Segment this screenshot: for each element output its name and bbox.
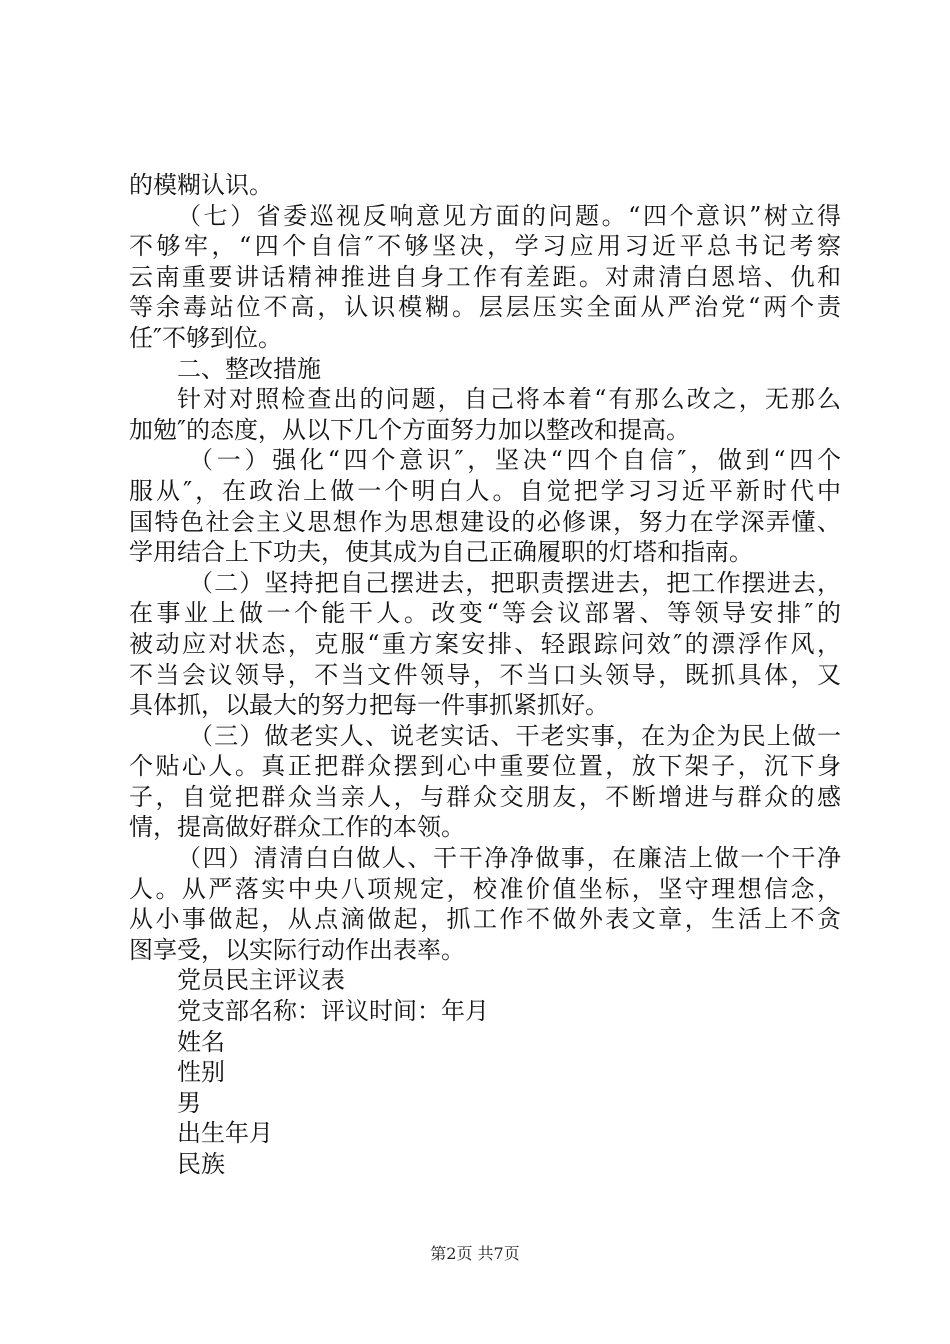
form-field-label: 姓名 <box>177 1027 225 1056</box>
text-line: 任″不够到位。 <box>129 323 282 352</box>
text-line: 不够牢，“四个自信″不够坚决，学习应用习近平总书记考察 <box>129 232 841 261</box>
text-line: （三）做老实人、说老实话、干老实事，在为企为民上做一 <box>189 721 841 750</box>
form-field-label: 性别 <box>177 1058 225 1087</box>
page-number-label: 第2页 共7页 <box>430 1244 520 1263</box>
form-field-line: 党支部名称：评议时间：年月 <box>177 997 489 1026</box>
text-line: 不当会议领导，不当文件领导，不当口头领导，既抓具体，又 <box>129 660 841 689</box>
text-line: 国特色社会主义思想作为思想建设的必修课，努力在学深弄懂、 <box>129 507 841 536</box>
text-line: 个贴心人。真正把群众摆到心中重要位置，放下架子，沉下身 <box>129 752 841 781</box>
text-line: 云南重要讲话精神推进自身工作有差距。对肃清白恩培、仇和 <box>129 262 841 291</box>
text-line: 子，自觉把群众当亲人，与群众交朋友，不断增进与群众的感 <box>129 782 841 811</box>
text-line: 学用结合上下功夫，使其成为自己正确履职的灯塔和指南。 <box>129 538 753 567</box>
form-field-label: 民族 <box>177 1150 225 1178</box>
text-line: （二）坚持把自己摆进去，把职责摆进去，把工作摆进去， <box>189 568 841 597</box>
text-line: （七）省委巡视反响意见方面的问题。“四个意识”树立得 <box>177 201 841 230</box>
text-line: （四）清清白白做人、干干净净做事，在廉洁上做一个干净 <box>177 844 841 873</box>
section-heading: 二、整改措施 <box>177 354 321 383</box>
text-line: 针对对照检查出的问题，自己将本着“有那么改之，无那么 <box>177 385 841 414</box>
form-title: 党员民主评议表 <box>177 966 345 995</box>
form-field-value: 男 <box>177 1088 201 1117</box>
text-line: 具体抓，以最大的努力把每一件事抓紧抓好。 <box>129 691 609 720</box>
text-line: 图享受，以实际行动作出表率。 <box>129 935 465 964</box>
text-line: 从小事做起，从点滴做起，抓工作不做外表文章，生活上不贪 <box>129 905 841 934</box>
text-line: （一）强化“四个意识″，坚决“四个自信″，做到“四个 <box>189 446 841 475</box>
text-line: 被动应对状态，克服“重方案安排、轻跟踪问效″的漂浮作风， <box>129 629 841 658</box>
text-line: 情，提高做好群众工作的本领。 <box>129 813 465 842</box>
form-field-label: 出生年月 <box>177 1119 273 1148</box>
page-footer <box>0 1241 950 1264</box>
text-line: 的模糊认识。 <box>129 171 273 199</box>
text-line: 人。从严落实中央八项规定，校准价值坐标，坚守理想信念， <box>129 874 841 903</box>
text-line: 在事业上做一个能干人。改变“等会议部署、等领导安排″的 <box>129 599 841 628</box>
text-line: 服从″，在政治上做一个明白人。自觉把学习习近平新时代中 <box>129 476 841 505</box>
text-line: 加勉″的态度，从以下几个方面努力加以整改和提高。 <box>129 415 690 444</box>
document-body <box>129 170 841 1180</box>
text-line: 等余毒站位不高，认识模糊。层层压实全面从严治党“两个责 <box>129 293 841 322</box>
